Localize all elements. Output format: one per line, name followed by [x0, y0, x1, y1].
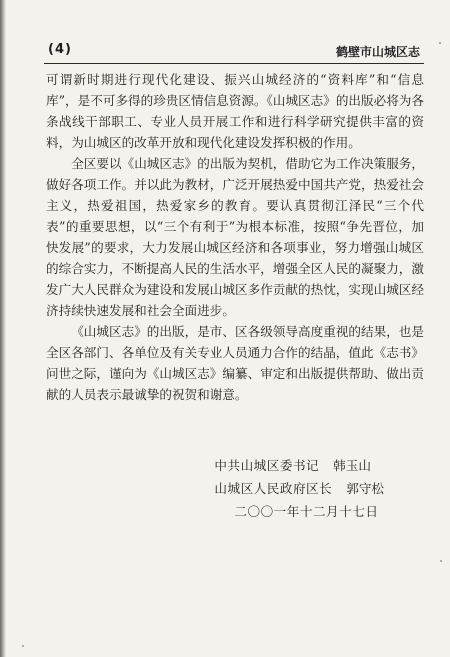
page-number: (4) — [48, 42, 72, 57]
signatory-1 — [214, 454, 384, 477]
running-title: 鹤壁市山城区志 — [335, 45, 420, 59]
paragraph-2: 全区要以《山城区志》的出版为契机，借助它为工作决策服务，做好各项工作。并以此为教材，广泛开展热爱中国共产党，热爱社会主义，热爱祖国，热爱家乡的教育。要认真贯彻江泽民“三个代表”的重要思想，以“三个有利于”为根本标准，按照“争先晋位，加快发展”的要求，大力发展山城区经济和各项事业，努力增强山城区的综合实力，不断提高人民的生活水平，增强全区人民的凝聚力，激发广大人民群众为建设和发展山城区多作贡献的热忱，实现山城区经济持续快速发展和社会全面进步。 — [46, 156, 424, 318]
page-shadow-edge — [0, 0, 6, 657]
signatory-1-title: 中共山城区委书记 — [214, 458, 320, 473]
page-header — [44, 40, 424, 62]
body-text — [46, 69, 424, 405]
scan-speck — [22, 645, 24, 647]
signature-block — [214, 454, 384, 523]
signatory-1-name: 韩玉山 — [333, 458, 371, 473]
signatory-2 — [214, 477, 384, 500]
signature-date: 二〇〇一年十二月十七日 — [234, 504, 379, 519]
paragraph-1: 可谓新时期进行现代化建设、振兴山城经济的“资料库”和“信息库”，是不可多得的珍贵区情信息资源。《山城区志》的出版必将为各条战线干部职工、专业人员开展工作和进行科学研究提供丰富的资料，为山城区的改革开放和现代化建设发挥积极的作用。 — [46, 72, 424, 150]
paragraph-3: 《山城区志》的出版，是市、区各级领导高度重视的结果，也是全区各部门、各单位及有关专业人员通力合作的结晶，值此《志书》问世之际，谨向为《山城区志》编纂、审定和出版提供帮助、做出贡献的人员表示最诚挚的祝贺和谢意。 — [46, 324, 424, 402]
scan-speck — [439, 42, 441, 44]
scan-speck — [440, 560, 442, 562]
signatory-2-title: 山城区人民政府区长 — [214, 481, 333, 496]
header-rule — [44, 63, 424, 64]
signatory-2-name: 郭守松 — [346, 481, 384, 496]
